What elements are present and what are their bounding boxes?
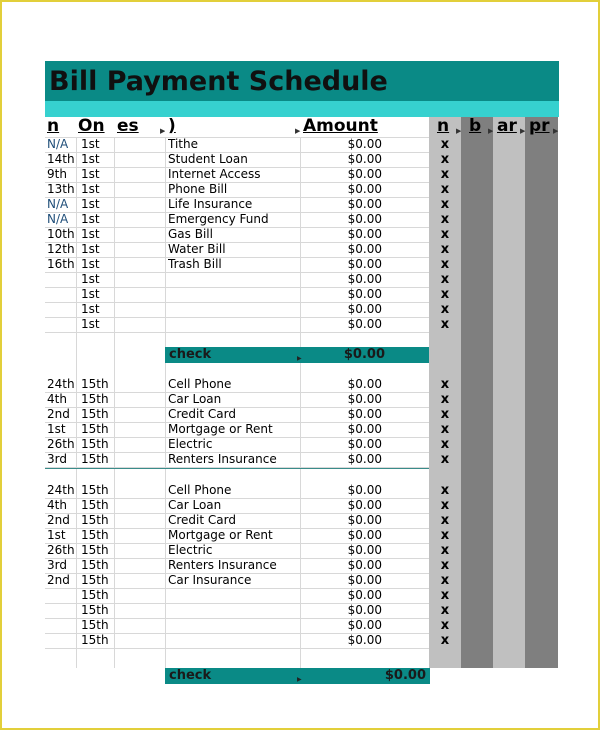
amount-cell[interactable]: $0.00 (347, 197, 382, 211)
filter-arrow-icon: ▶ (553, 127, 558, 135)
pay-on-cell[interactable]: 15th (81, 452, 109, 466)
description-cell[interactable] (168, 287, 298, 302)
amount-cell[interactable]: $0.00 (347, 317, 382, 331)
due-day-cell[interactable] (47, 272, 77, 287)
pay-on-cell[interactable]: 15th (81, 558, 109, 572)
table-row[interactable] (45, 227, 429, 242)
pay-on-cell[interactable]: 15th (81, 437, 109, 451)
description-cell[interactable]: Credit Card (168, 407, 236, 421)
pay-on-cell[interactable]: 15th (81, 573, 109, 587)
amount-cell[interactable]: $0.00 (347, 182, 382, 196)
check-label: check (169, 347, 212, 362)
header-col-es[interactable]: es ▶ (117, 117, 165, 137)
due-day-cell[interactable]: 13th (47, 182, 75, 196)
description-cell[interactable]: Phone Bill (168, 182, 228, 196)
description-cell[interactable]: Electric (168, 543, 213, 557)
due-day-cell[interactable] (47, 618, 77, 633)
header-col-n[interactable]: n (47, 117, 60, 136)
paid-mark[interactable]: x (440, 588, 450, 603)
description-cell[interactable]: Student Loan (168, 152, 248, 166)
pay-on-cell[interactable]: 15th (81, 528, 109, 542)
paid-mark[interactable]: x (440, 543, 450, 558)
pay-on-cell[interactable]: 1st (81, 242, 100, 256)
table-row[interactable] (45, 603, 429, 618)
due-day-cell[interactable]: 4th (47, 498, 67, 512)
paid-mark[interactable]: x (440, 167, 450, 182)
paid-mark[interactable]: x (440, 483, 450, 498)
due-day-cell[interactable]: 9th (47, 167, 67, 181)
pay-on-cell[interactable]: 15th (81, 422, 109, 436)
description-cell[interactable]: Car Loan (168, 498, 222, 512)
paid-mark[interactable]: x (440, 272, 450, 287)
pay-on-cell[interactable]: 1st (81, 257, 100, 271)
filter-arrow-icon: ▶ (488, 127, 493, 135)
paid-mark[interactable]: x (440, 392, 450, 407)
paid-mark[interactable]: x (440, 182, 450, 197)
description-cell[interactable]: Cell Phone (168, 377, 232, 391)
due-day-cell[interactable]: 1st (47, 528, 66, 542)
column-b-background (461, 117, 493, 668)
header-col-n2[interactable]: n ▶ (437, 117, 461, 137)
paid-mark[interactable]: x (440, 603, 450, 618)
amount-cell[interactable]: $0.00 (347, 167, 382, 181)
due-day-cell[interactable]: 16th (47, 257, 75, 271)
amount-cell[interactable]: $0.00 (347, 137, 382, 151)
due-day-cell[interactable]: 26th (47, 437, 75, 451)
due-day-cell[interactable]: 14th (47, 152, 75, 166)
paid-mark[interactable]: x (440, 422, 450, 437)
filter-arrow-icon: ▶ (520, 127, 525, 135)
paid-mark[interactable]: x (440, 452, 450, 467)
check-row-1[interactable] (165, 347, 429, 363)
table-row[interactable] (45, 528, 429, 543)
due-day-cell[interactable]: 1st (47, 422, 66, 436)
grid-line (45, 332, 429, 333)
pay-on-cell[interactable]: 15th (81, 633, 109, 647)
due-day-cell[interactable] (47, 317, 77, 332)
amount-cell[interactable]: $0.00 (347, 227, 382, 241)
table-row[interactable] (45, 452, 429, 467)
pay-on-cell[interactable]: 15th (81, 618, 109, 632)
due-day-cell[interactable] (47, 603, 77, 618)
due-day-cell[interactable]: 24th (47, 377, 75, 391)
pay-on-cell[interactable]: 1st (81, 287, 100, 301)
pay-on-cell[interactable]: 15th (81, 588, 109, 602)
description-cell[interactable] (168, 317, 298, 332)
amount-cell[interactable]: $0.00 (347, 242, 382, 256)
due-day-cell[interactable]: 2nd (47, 407, 70, 421)
table-row[interactable] (45, 242, 429, 257)
due-day-cell[interactable]: 26th (47, 543, 75, 557)
column-ar-background (493, 117, 525, 668)
description-cell[interactable] (168, 633, 298, 648)
table-row[interactable] (45, 407, 429, 422)
description-cell[interactable]: Life Insurance (168, 197, 253, 211)
table-row[interactable] (45, 212, 429, 227)
paid-mark[interactable]: x (440, 242, 450, 257)
amount-cell[interactable]: $0.00 (347, 603, 382, 617)
amount-cell[interactable]: $0.00 (347, 377, 382, 391)
section-separator (45, 468, 429, 469)
filter-arrow-icon: ▶ (295, 127, 301, 135)
header-col-ar[interactable]: ar ▶ (497, 117, 525, 137)
description-cell[interactable]: Gas Bill (168, 227, 213, 241)
due-day-cell[interactable]: 2nd (47, 513, 70, 527)
description-cell[interactable] (168, 302, 298, 317)
table-row[interactable] (45, 558, 429, 573)
description-cell[interactable]: Electric (168, 437, 213, 451)
description-cell[interactable] (168, 588, 298, 603)
due-day-cell[interactable]: N/A (47, 212, 69, 226)
table-row[interactable] (45, 422, 429, 437)
amount-cell[interactable]: $0.00 (347, 302, 382, 316)
due-day-cell[interactable]: 3rd (47, 558, 67, 572)
pay-on-cell[interactable]: 15th (81, 543, 109, 557)
table-row[interactable] (45, 498, 429, 513)
table-row[interactable] (45, 152, 429, 167)
amount-cell[interactable]: $0.00 (347, 287, 382, 301)
description-cell[interactable]: Tithe (168, 137, 198, 151)
amount-cell[interactable]: $0.00 (347, 452, 382, 466)
amount-cell[interactable]: $0.00 (347, 528, 382, 542)
due-day-cell[interactable]: 3rd (47, 452, 67, 466)
description-cell[interactable]: Water Bill (168, 242, 226, 256)
grid-line (45, 648, 429, 649)
due-day-cell[interactable] (47, 287, 77, 302)
description-cell[interactable]: Renters Insurance (168, 558, 277, 572)
table-row[interactable] (45, 588, 429, 603)
table-row[interactable] (45, 543, 429, 558)
description-cell[interactable] (168, 618, 298, 633)
amount-cell[interactable]: $0.00 (347, 633, 382, 647)
check-label: check (169, 668, 212, 683)
paid-mark[interactable]: x (440, 573, 450, 588)
description-cell[interactable]: Mortgage or Rent (168, 422, 273, 436)
paid-mark[interactable]: x (440, 498, 450, 513)
amount-cell[interactable]: $0.00 (347, 558, 382, 572)
header-col-b[interactable]: b ▶ (469, 117, 493, 137)
paid-mark[interactable]: x (440, 377, 450, 392)
due-day-cell[interactable]: 2nd (47, 573, 70, 587)
filter-arrow-icon: ▶ (456, 127, 461, 135)
paid-mark[interactable]: x (440, 317, 450, 332)
table-row[interactable] (45, 618, 429, 633)
title-banner (45, 61, 559, 101)
table-row[interactable] (45, 137, 429, 152)
table-row[interactable] (45, 377, 429, 392)
table-row[interactable] (45, 167, 429, 182)
amount-cell[interactable]: $0.00 (347, 152, 382, 166)
description-cell[interactable]: Mortgage or Rent (168, 528, 273, 542)
amount-cell[interactable]: $0.00 (347, 513, 382, 527)
table-row[interactable] (45, 317, 429, 332)
pay-on-cell[interactable]: 15th (81, 513, 109, 527)
pay-on-cell[interactable]: 15th (81, 603, 109, 617)
table-row[interactable] (45, 483, 429, 498)
paid-mark[interactable]: x (440, 152, 450, 167)
paid-mark[interactable]: x (440, 287, 450, 302)
table-row[interactable] (45, 513, 429, 528)
amount-cell[interactable]: $0.00 (347, 257, 382, 271)
description-cell[interactable]: Internet Access (168, 167, 261, 181)
due-day-cell[interactable]: 4th (47, 392, 67, 406)
table-row[interactable] (45, 257, 429, 272)
due-day-cell[interactable] (47, 633, 77, 648)
amount-cell[interactable]: $0.00 (347, 543, 382, 557)
paid-mark[interactable]: x (440, 197, 450, 212)
table-row[interactable] (45, 392, 429, 407)
paid-mark[interactable]: x (440, 633, 450, 648)
paid-mark[interactable]: x (440, 257, 450, 272)
table-row[interactable] (45, 437, 429, 452)
due-day-cell[interactable]: 12th (47, 242, 75, 256)
pay-on-cell[interactable]: 1st (81, 302, 100, 316)
pay-on-cell[interactable]: 15th (81, 483, 109, 497)
amount-cell[interactable]: $0.00 (347, 212, 382, 226)
pay-on-cell[interactable]: 1st (81, 227, 100, 241)
due-day-cell[interactable]: 24th (47, 483, 75, 497)
table-row[interactable] (45, 182, 429, 197)
pay-on-cell[interactable]: 1st (81, 317, 100, 331)
dropdown-arrow-icon: ▶ (297, 676, 302, 683)
amount-cell[interactable]: $0.00 (347, 392, 382, 406)
paid-mark[interactable]: x (440, 513, 450, 528)
dropdown-arrow-icon: ▶ (297, 355, 302, 362)
pay-on-cell[interactable]: 15th (81, 498, 109, 512)
due-day-cell[interactable] (47, 302, 77, 317)
pay-on-cell[interactable]: 1st (81, 182, 100, 196)
title-accent-strip (45, 101, 559, 117)
column-pr-background (525, 117, 558, 668)
header-col-on[interactable]: On (78, 117, 105, 136)
pay-on-cell[interactable]: 1st (81, 152, 100, 166)
amount-cell[interactable]: $0.00 (347, 437, 382, 451)
table-row[interactable] (45, 633, 429, 648)
check-value: $0.00 (343, 347, 385, 362)
due-day-cell[interactable]: N/A (47, 197, 69, 211)
paid-mark[interactable]: x (440, 212, 450, 227)
paid-mark[interactable]: x (440, 618, 450, 633)
pay-on-cell[interactable]: 15th (81, 392, 109, 406)
amount-cell[interactable]: $0.00 (347, 272, 382, 286)
amount-cell[interactable]: $0.00 (347, 618, 382, 632)
paid-mark[interactable]: x (440, 558, 450, 573)
pay-on-cell[interactable]: 1st (81, 137, 100, 151)
description-cell[interactable]: Car Loan (168, 392, 222, 406)
description-cell[interactable]: Trash Bill (168, 257, 222, 271)
table-row[interactable] (45, 302, 429, 317)
page-title: Bill Payment Schedule (49, 66, 388, 97)
due-day-cell[interactable]: 10th (47, 227, 75, 241)
check-row-2[interactable] (165, 668, 430, 684)
description-cell[interactable]: Car Insurance (168, 573, 252, 587)
check-value: $0.00 (384, 668, 426, 683)
amount-cell[interactable]: $0.00 (347, 588, 382, 602)
filter-arrow-icon: ▶ (160, 127, 165, 135)
pay-on-cell[interactable]: 1st (81, 167, 100, 181)
description-cell[interactable]: Emergency Fund (168, 212, 269, 226)
due-day-cell[interactable]: N/A (47, 137, 69, 151)
amount-cell[interactable]: $0.00 (347, 483, 382, 497)
pay-on-cell[interactable]: 15th (81, 407, 109, 421)
header-col-pr[interactable]: pr ▶ (529, 117, 558, 137)
table-row[interactable] (45, 272, 429, 287)
due-day-cell[interactable] (47, 588, 77, 603)
paid-mark[interactable]: x (440, 137, 450, 152)
description-cell[interactable]: Credit Card (168, 513, 236, 527)
description-cell[interactable] (168, 272, 298, 287)
header-col-description[interactable]: ) ▶ (168, 117, 301, 137)
amount-cell[interactable]: $0.00 (347, 573, 382, 587)
table-row[interactable] (45, 573, 429, 588)
description-cell[interactable]: Cell Phone (168, 483, 232, 497)
table-row[interactable] (45, 197, 429, 212)
description-cell[interactable]: Renters Insurance (168, 452, 277, 466)
description-cell[interactable] (168, 603, 298, 618)
table-row[interactable] (45, 287, 429, 302)
paid-mark[interactable]: x (440, 407, 450, 422)
paid-mark[interactable]: x (440, 528, 450, 543)
amount-cell[interactable]: $0.00 (347, 498, 382, 512)
paid-mark[interactable]: x (440, 302, 450, 317)
paid-mark[interactable]: x (440, 227, 450, 242)
pay-on-cell[interactable]: 1st (81, 197, 100, 211)
paid-mark[interactable]: x (440, 437, 450, 452)
pay-on-cell[interactable]: 1st (81, 212, 100, 226)
pay-on-cell[interactable]: 1st (81, 272, 100, 286)
pay-on-cell[interactable]: 15th (81, 377, 109, 391)
header-col-amount[interactable]: Amount (303, 117, 378, 136)
amount-cell[interactable]: $0.00 (347, 407, 382, 421)
amount-cell[interactable]: $0.00 (347, 422, 382, 436)
